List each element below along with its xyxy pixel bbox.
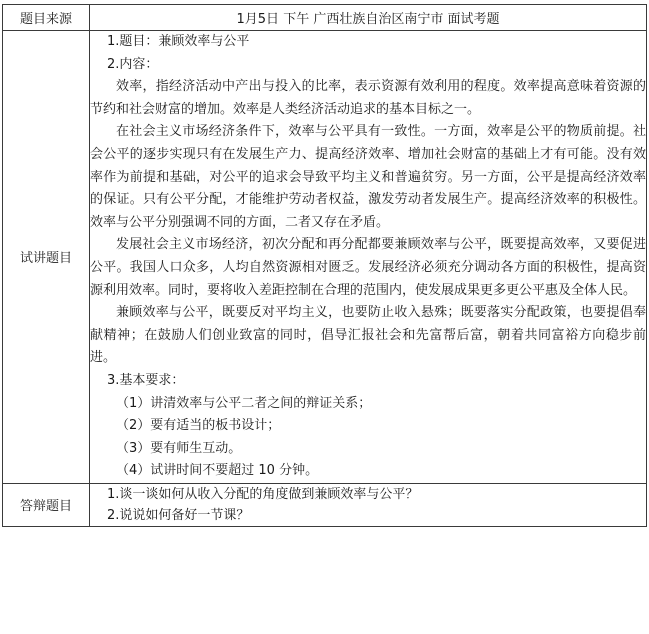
- requirement-item: （3）要有师生互动。: [116, 440, 242, 456]
- lecture-label: 试讲题目: [3, 31, 90, 484]
- defense-row: [3, 483, 647, 526]
- lecture-title: 1.题目：兼顾效率与公平: [107, 34, 250, 49]
- defense-label: 答辩题目: [3, 483, 90, 526]
- exam-question-table: [2, 4, 647, 527]
- source-value: 1月5日 下午 广西壮族自治区南宁市 面试考题: [90, 5, 647, 31]
- requirement-item: （4）试讲时间不要超过 10 分钟。: [116, 463, 319, 479]
- content-heading: 2.内容：: [107, 56, 159, 72]
- content-paragraph: 在社会主义市场经济条件下，效率与公平具有一致性。一方面，效率是公平的物质前提。社会公平的逐步实现只有在发展生产力、提高经济效率、增加社会财富的基础上才有可能。没有效率作为前提和基础，对公平的追求会导致平均主义和普遍贫穷。另一方面，公平是提高经济效率的保证。只有公平分配，才能维护劳动者权益，激发劳动者发展生产。提高经济效率的积极性。效率与公平分别强调不同的方面，二者又存在矛盾。: [90, 124, 646, 230]
- defense-content: [90, 483, 647, 526]
- source-label: 题目来源: [3, 5, 90, 31]
- defense-question: 2.说说如何备好一节课？: [107, 507, 250, 523]
- requirement-item: （1）讲清效率与公平二者之间的辩证关系；: [116, 395, 372, 411]
- content-paragraph: 发展社会主义市场经济，初次分配和再分配都要兼顾效率与公平，既要提高效率，又要促进公平。我国人口众多，人均自然资源相对匮乏。发展经济必须充分调动各方面的积极性，提高资源利用效率。同时，要将收入差距控制在合理的范围内，使发展成果更多更公平惠及全体人民。: [90, 237, 646, 298]
- requirement-item: （2）要有适当的板书设计；: [116, 418, 281, 434]
- content-paragraph: 效率，指经济活动中产出与投入的比率，表示资源有效利用的程度。效率提高意味着资源的节约和社会财富的增加。效率是人类经济活动追求的基本目标之一。: [90, 79, 646, 117]
- lecture-content: [90, 31, 647, 484]
- source-row: [3, 5, 647, 31]
- lecture-row: [3, 31, 647, 484]
- content-paragraph: 兼顾效率与公平，既要反对平均主义，也要防止收入悬殊；既要落实分配政策，也要提倡奉献精神；在鼓励人们创业致富的同时，倡导汇报社会和先富帮后富，朝着共同富裕方向稳步前进。: [90, 305, 646, 366]
- defense-question: 1.谈一谈如何从收入分配的角度做到兼顾效率与公平？: [107, 486, 419, 502]
- requirements-heading: 3.基本要求：: [107, 372, 185, 388]
